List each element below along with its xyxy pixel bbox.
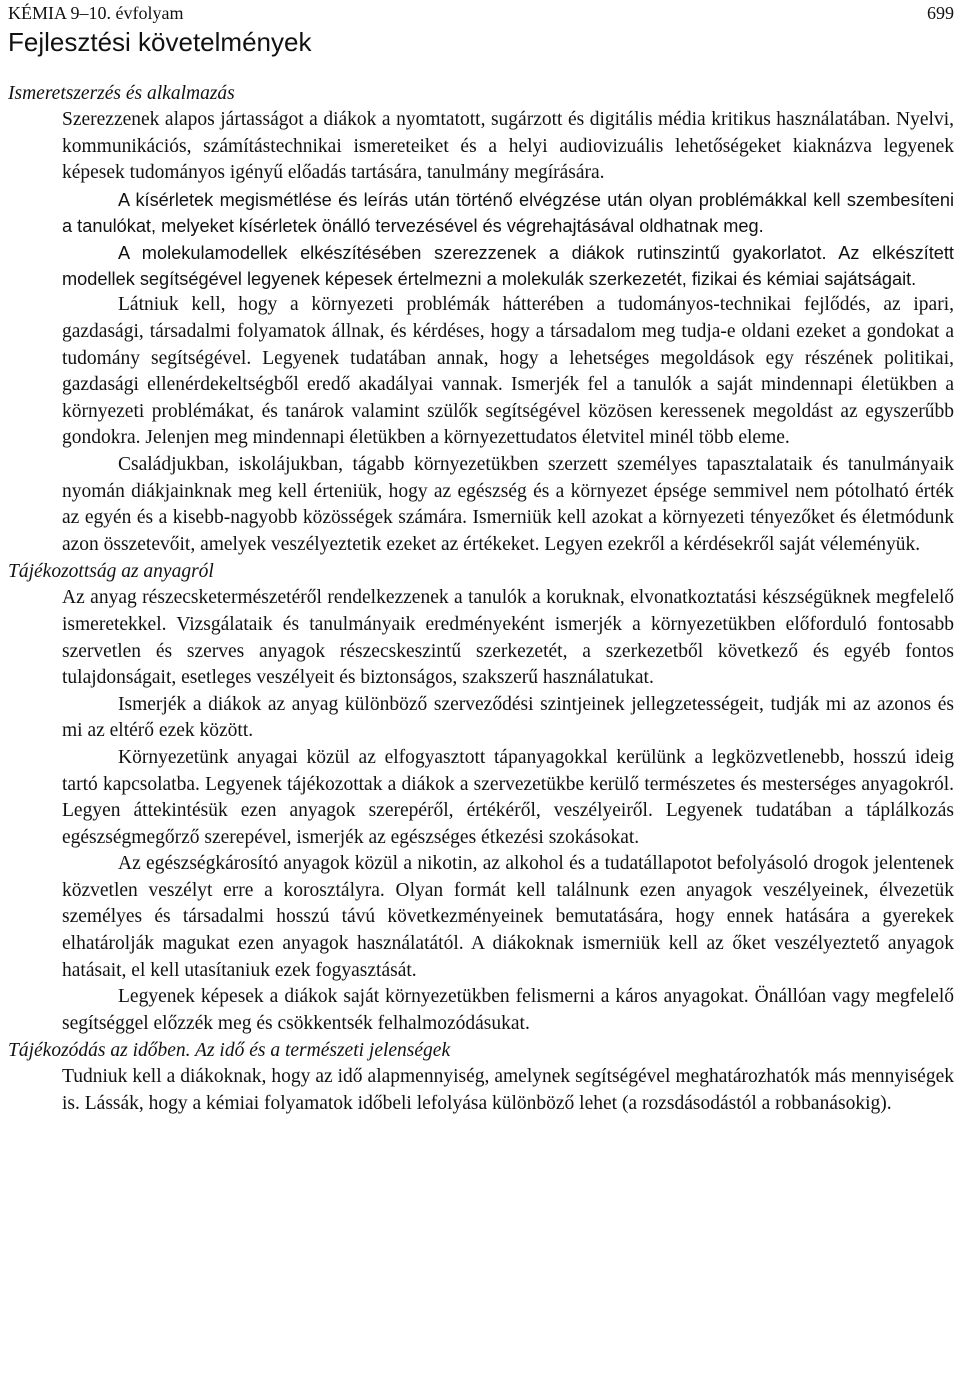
section-heading: Tájékozottság az anyagról	[8, 561, 214, 583]
paragraph: Ismerjék a diákok az anyag különböző szerveződési szintjeinek jellegzetességeit, tudják mi az azonos és mi az eltérő ezek között.	[62, 693, 954, 742]
paragraph: Tudniuk kell a diákoknak, hogy az idő alapmennyiség, amelynek segítségével meghatározhatók más mennyiségek is. Lássák, hogy a kémiai folyamatok időbeli lefolyása különböző lehet (a rozsdásodástól a robbanásokig).	[62, 1066, 954, 1115]
paragraph: Az anyag részecsketermészetéről rendelkezzenek a tanulók a koruknak, elvonatkoztatási készségüknek megfelelő ismeretekkel. Vizsgálataik és tanulmányaik eredményeként ismerjék a környezetükben előforduló fontosabb szervetlen és szerves anyagok részecskeszintű szerkezetét, a szerkezetből következő és egyéb fontos tulajdonságait, esetleges veszélyeit és biztonságos, szakszerű használatukat.	[62, 587, 954, 689]
paragraph: A kísérletek megismétlése és leírás után történő elvégzése után olyan problémákkal kell szembesíteni a tanulókat, melyeket kísérletek önálló tervezésével és végrehajtásával oldhatnak meg.	[62, 189, 954, 237]
section-ismeretszerzes	[0, 80, 960, 558]
paragraph: Környezetünk anyagai közül az elfogyasztott tápanyagokkal kerülünk a legközvetlenebb, hosszú ideig tartó kapcsolatba. Legyenek tájékozottak a diákok a szervezetükbe kerülő természetes és mesterséges anyagokról. Legyen áttekintésük ezen anyagok szerepéről, értékéről, veszélyeiről. Legyenek tudatában a táplálkozás egészségmegőrző szerepével, ismerjék az egészséges étkezési szokásokat.	[62, 746, 954, 848]
paragraph: Az egészségkárosító anyagok közül a nikotin, az alkohol és a tudatállapotot befolyásoló drogok jelentenek közvetlen veszélyt erre a korosztályra. Olyan formát kell találnunk ezen anyagok veszélyeinek, élvezetük személyes és társadalmi hosszú távú következményeinek bemutatására, hogy ennek hatására a gyerekek elhatárolják magukat ezen anyagok használatától. A diákoknak ismerniük kell az őket veszélyeztető anyagok hatásait, el kell utasítaniuk ezek fogyasztását.	[62, 853, 954, 981]
paragraph: Szerezzenek alapos jártasságot a diákok a nyomtatott, sugárzott és digitális média kritikus használatában. Nyelvi, kommunikációs, számítástechnikai ismereteiket és a helyi audiovizuális lehetőségeket kiaknázva legyenek képesek tudományos igényű előadás tartására, tanulmány megírására.	[62, 109, 954, 184]
section-heading: Ismeretszerzés és alkalmazás	[8, 83, 235, 104]
paragraph: Legyenek képesek a diákok saját környezetükben felismerni a káros anyagokat. Önállóan vagy megfelelő segítséggel előzzék meg és csökkentsék felhalmozódásukat.	[62, 986, 954, 1034]
page-number: 699	[927, 3, 954, 23]
paragraph: Látniuk kell, hogy a környezeti problémák hátterében a tudományos-technikai fejlődés, az ipari, gazdasági, társadalmi folyamatok állnak, és kérdéses, hogy a társadalom meg tudja-e oldani ezeket a gondokat a tudomány segítségével. Legyenek tudatában annak, hogy a lehetséges megoldások egy részének politikai, gazdasági ellenérdekeltségből eredő akadályai vannak. Ismerjék fel a tanulók a saját mindennapi életükben a környezeti problémákat, és tanárok valamint szülők segítségével közösen keressenek megoldást az egyszerűbb gondokra. Jelenjen meg mindennapi életükben a környezettudatos életvitel minél több eleme.	[62, 294, 954, 449]
header-title: KÉMIA 9–10. évfolyam	[8, 3, 184, 23]
section-tajekozodas-idoben	[0, 1037, 960, 1117]
paragraph: A molekulamodellek elkészítésében szerezzenek a diákok rutinszintű gyakorlatot. Az elkészített modellek segítségével legyenek képesek értelmezni a molekulák szerkezetét, fizikai és kémiai sajátságait.	[62, 242, 954, 289]
section-tajekozottsag-anyagrol	[0, 558, 960, 1037]
section-heading: Tájékozódás az időben. Az idő és a természeti jelenségek	[8, 1040, 451, 1062]
page-title: Fejlesztési követelmények	[8, 27, 312, 57]
page-header	[8, 2, 954, 24]
paragraph: Családjukban, iskolájukban, tágabb környezetükben szerzett személyes tapasztalataik és tanulmányaik nyomán diákjainknak meg kell érteniük, hogy az egészség és a környezet épsége semmivel nem pótolható érték az egyén és a kisebb-nagyobb közösségek számára. Ismerniük kell azokat a környezeti tényezőket és életmódunk azon összetevőit, amelyek veszélyeztetik ezeket az értékeket. Legyen ezekről a kérdésekről saját véleményük.	[62, 453, 954, 555]
document-body	[0, 80, 960, 1118]
